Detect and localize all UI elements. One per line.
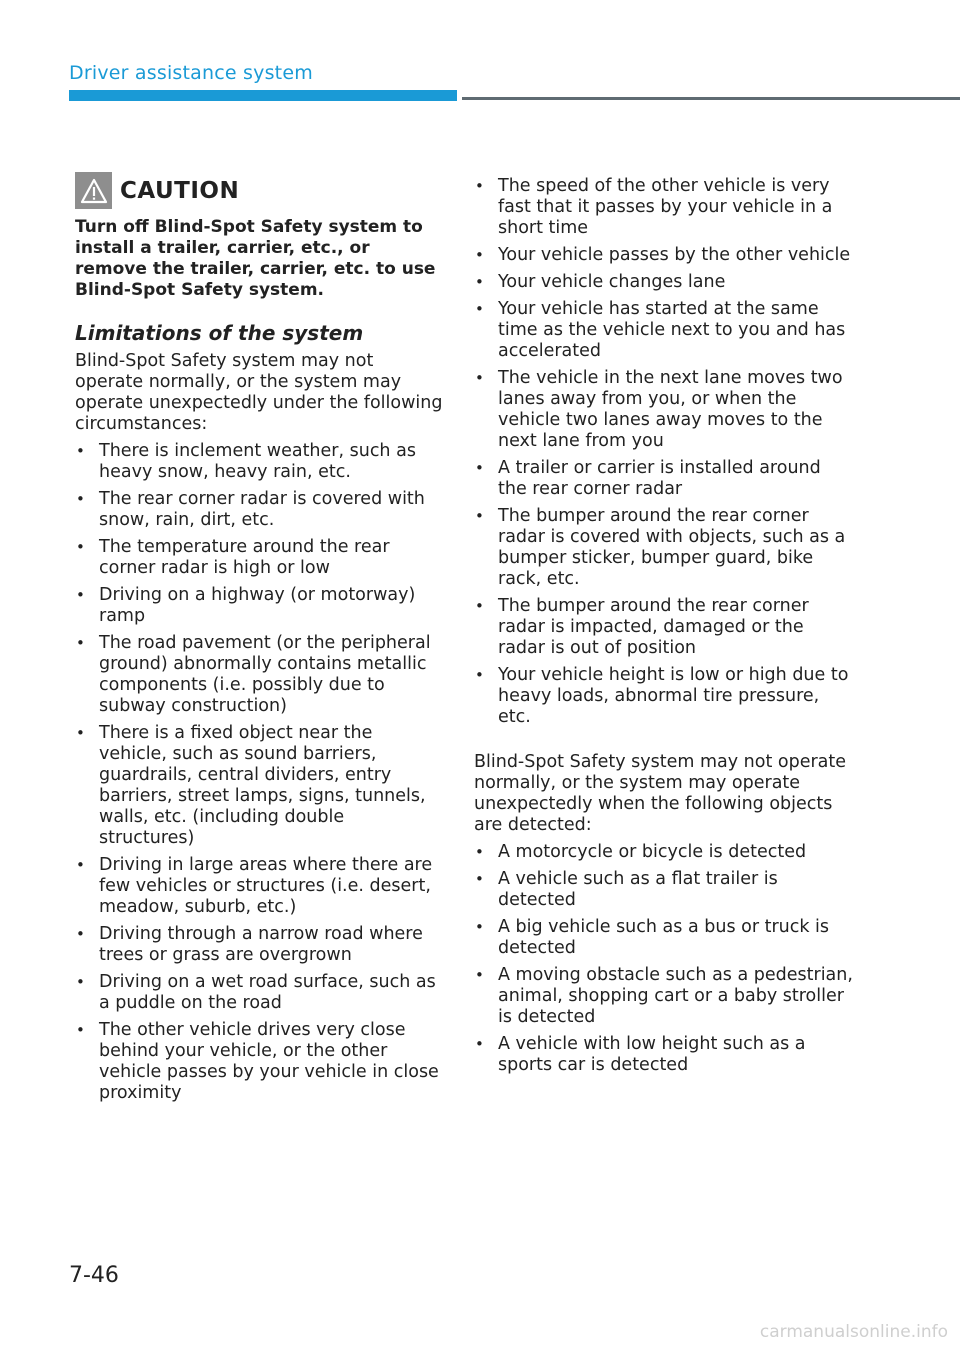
list-item: • Driving through a narrow road where trees or grass are overgrown bbox=[75, 924, 445, 966]
list-item: • A vehicle with low height such as a sports car is detected bbox=[474, 1034, 854, 1076]
list-item: • A moving obstacle such as a pedestrian, animal, shopping cart or a baby stroller is detected bbox=[474, 965, 854, 1028]
list-item: • The bumper around the rear corner radar is impacted, damaged or the radar is out of position bbox=[474, 596, 854, 659]
list-item: • A big vehicle such as a bus or truck is detected bbox=[474, 917, 854, 959]
limitations-title: Limitations of the system bbox=[75, 321, 364, 345]
list-item: • The temperature around the rear corner radar is high or low bbox=[75, 537, 445, 579]
header-rule bbox=[462, 97, 960, 100]
spacer bbox=[474, 734, 854, 752]
list-item: • Your vehicle passes by the other vehicle bbox=[474, 245, 854, 266]
list-item: • The road pavement (or the peripheral ground) abnormally contains metallic components (i.e. possibly due to subway construction) bbox=[75, 633, 445, 717]
left-column bbox=[75, 172, 445, 1110]
list-item: • Driving on a highway (or motorway) ramp bbox=[75, 585, 445, 627]
list-item: • Your vehicle changes lane bbox=[474, 272, 854, 293]
list-item: • Your vehicle has started at the same time as the vehicle next to you and has accelerated bbox=[474, 299, 854, 362]
caution-text: Turn off Blind-Spot Safety system to install a trailer, carrier, etc., or remove the trailer, carrier, etc. to use Blind-Spot Safety system. bbox=[75, 217, 436, 300]
caution-heading bbox=[75, 172, 445, 209]
list-item: • The speed of the other vehicle is very fast that it passes by your vehicle in a short time bbox=[474, 176, 854, 239]
limitations-intro: Blind-Spot Safety system may not operate normally, or the system may operate unexpectedly under the following circumstances: bbox=[75, 351, 443, 434]
list-item: • The vehicle in the next lane moves two lanes away from you, or when the vehicle two lanes away moves to the next lane from you bbox=[474, 368, 854, 452]
watermark: carmanualsonline.info bbox=[759, 1322, 948, 1342]
list-item: • Driving on a wet road surface, such as a puddle on the road bbox=[75, 972, 445, 1014]
list-item: • A trailer or carrier is installed around the rear corner radar bbox=[474, 458, 854, 500]
objects-intro: Blind-Spot Safety system may not operate normally, or the system may operate unexpectedly when the following objects are detected: bbox=[474, 752, 847, 835]
list-item: • There is inclement weather, such as heavy snow, heavy rain, etc. bbox=[75, 441, 445, 483]
warning-triangle-icon bbox=[75, 172, 112, 209]
list-item: • A motorcycle or bicycle is detected bbox=[474, 842, 854, 863]
right-column bbox=[474, 176, 854, 1082]
list-item: • The other vehicle drives very close behind your vehicle, or the other vehicle passes by your vehicle in close proximity bbox=[75, 1020, 445, 1104]
caution-title: CAUTION bbox=[120, 177, 240, 204]
page-number: 7-46 bbox=[69, 1263, 119, 1288]
list-item: • The bumper around the rear corner radar is covered with objects, such as a bumper sticker, bumper guard, bike rack, etc. bbox=[474, 506, 854, 590]
list-item: • The rear corner radar is covered with snow, rain, dirt, etc. bbox=[75, 489, 445, 531]
list-item: • There is a fixed object near the vehicle, such as sound barriers, guardrails, central dividers, entry barriers, street lamps, signs, tunnels, walls, etc. (including double structures) bbox=[75, 723, 445, 849]
limitations-list-left bbox=[75, 441, 445, 1104]
list-item: • Driving in large areas where there are few vehicles or structures (i.e. desert, meadow, suburb, etc.) bbox=[75, 855, 445, 918]
header-accent-bar bbox=[69, 90, 457, 101]
list-item: • Your vehicle height is low or high due to heavy loads, abnormal tire pressure, etc. bbox=[474, 665, 854, 728]
objects-list bbox=[474, 842, 854, 1076]
section-header-title: Driver assistance system bbox=[69, 62, 313, 84]
list-item: • A vehicle such as a flat trailer is detected bbox=[474, 869, 854, 911]
limitations-list-right bbox=[474, 176, 854, 728]
